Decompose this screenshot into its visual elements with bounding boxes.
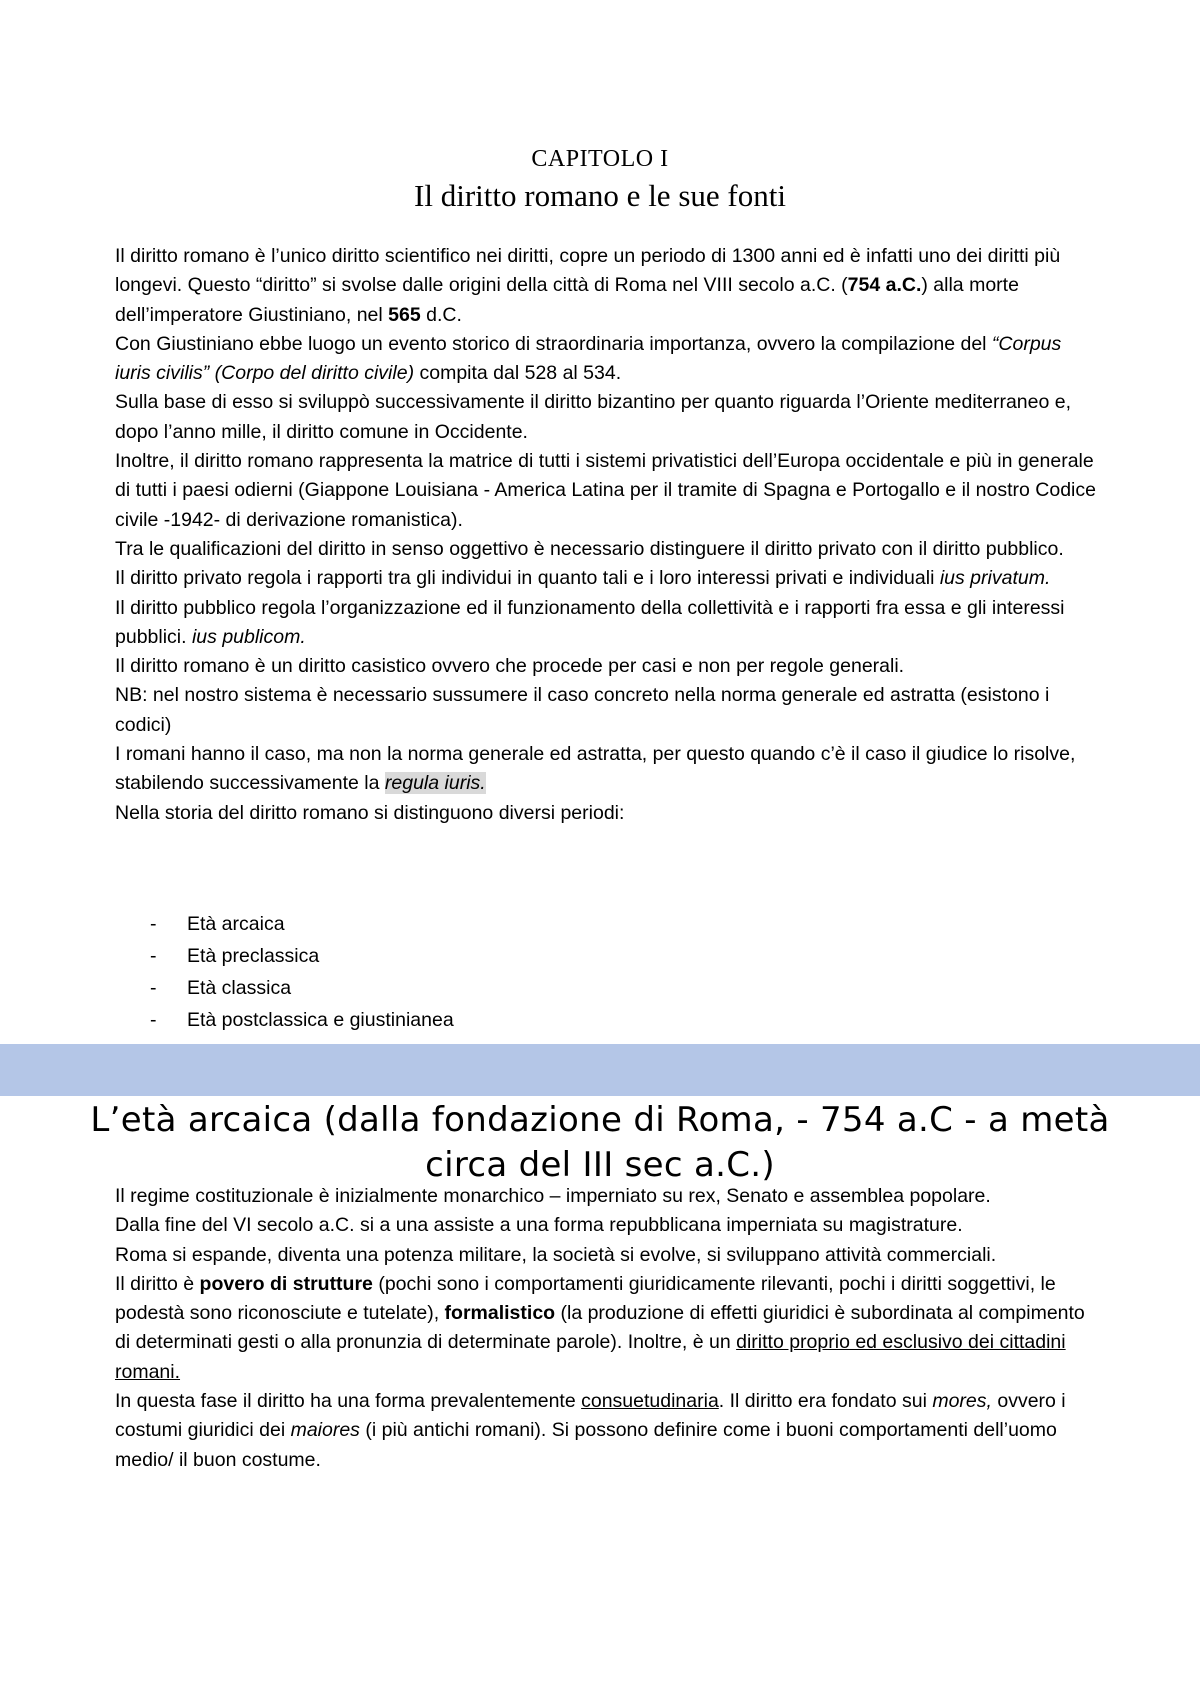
list-item: - Età preclassica: [150, 945, 320, 967]
paragraph: Tra le qualificazioni del diritto in senso oggettivo è necessario distinguere il diritto privato con il diritto pubblico.: [115, 537, 1064, 560]
paragraph: Roma si espande, diventa una potenza militare, la società si evolve, si sviluppano attività commerciali.: [115, 1243, 997, 1266]
paragraph: Nella storia del diritto romano si distinguono diversi periodi:: [115, 801, 625, 824]
paragraph: Il diritto privato regola i rapporti tra gli individui in quanto tali e i loro interessi privati e individuali ius privatum.: [115, 567, 1051, 590]
section-text: [115, 1182, 1100, 1475]
paragraph: Sulla base di esso si sviluppò successivamente il diritto bizantino per quanto riguarda l’Oriente mediterraneo e, dopo l’anno mille, il diritto comune in Occidente.: [115, 391, 1072, 443]
paragraph: Il diritto pubblico regola l’organizzazione ed il funzionamento della collettività e i rapporti fra essa e gli interessi pubblici. ius publicom.: [115, 596, 1065, 648]
intro-text: [115, 242, 1100, 828]
section-divider-band: [0, 1044, 1200, 1096]
paragraph: Dalla fine del VI secolo a.C. si a una assiste a una forma repubblicana imperniata su magistrature.: [115, 1214, 963, 1237]
paragraph: NB: nel nostro sistema è necessario sussumere il caso concreto nella norma generale ed astratta (esistono i codici): [115, 684, 1050, 736]
list-item: - Età arcaica: [150, 913, 285, 935]
section-heading: L’età arcaica (dalla fondazione di Roma, - 754 a.C - a metà circa del III sec a.C.): [90, 1100, 1110, 1185]
paragraph: Il diritto è povero di strutture (pochi sono i comportamenti giuridicamente rilevanti, pochi i diritti soggettivi, le podestà sono riconosciute e tutelate), formalistico (la produzione di effetti giuridici è subordinata al compimento di determinati gesti o alla pronunzia di determinate parole). Inoltre, è un diritto proprio ed esclusivo dei cittadini romani.: [115, 1272, 1085, 1383]
chapter-title: Il diritto romano e le sue fonti: [414, 178, 786, 213]
paragraph: In questa fase il diritto ha una forma prevalentemente consuetudinaria. Il diritto era fondato sui mores, ovvero i costumi giuridici dei maiores (i più antichi romani). Si possono definire come i buoni comportamenti dell’uomo medio/ il buon costume.: [115, 1390, 1066, 1471]
paragraph: Il diritto romano è l’unico diritto scientifico nei diritti, copre un periodo di 1300 anni ed è infatti uno dei diritti più longevi. Questo “diritto” si svolse dalle origini della città di Roma nel VIII secolo a.C. (754 a.C.) alla morte dell’imperatore Giustiniano, nel 565 d.C.: [115, 245, 1061, 326]
paragraph: Con Giustiniano ebbe luogo un evento storico di straordinaria importanza, ovvero la compilazione del “Corpus iuris civilis” (Corpo del diritto civile) compita dal 528 al 534.: [115, 332, 1062, 385]
highlighted-term: regula iuris.: [384, 772, 486, 795]
chapter-label: CAPITOLO I: [531, 146, 669, 172]
paragraph: Il diritto romano è un diritto casistico ovvero che procede per casi e non per regole generali.: [115, 655, 905, 678]
paragraph: Inoltre, il diritto romano rappresenta la matrice di tutti i sistemi privatistici dell’Europa occidentale e più in generale di tutti i paesi odierni (Giappone Louisiana - America Latina per il tramite di Spagna e Portogallo e il nostro Codice civile -1942- di derivazione romanistica).: [115, 450, 1096, 531]
list-item: - Età postclassica e giustinianea: [150, 1009, 454, 1031]
list-item: - Età classica: [150, 977, 292, 999]
periods-list: [150, 908, 454, 1036]
paragraph: Il regime costituzionale è inizialmente monarchico – imperniato su rex, Senato e assemblea popolare.: [115, 1185, 991, 1207]
paragraph: I romani hanno il caso, ma non la norma generale ed astratta, per questo quando c’è il caso il giudice lo risolve, stabilendo successivamente la regula iuris.: [115, 743, 1076, 795]
